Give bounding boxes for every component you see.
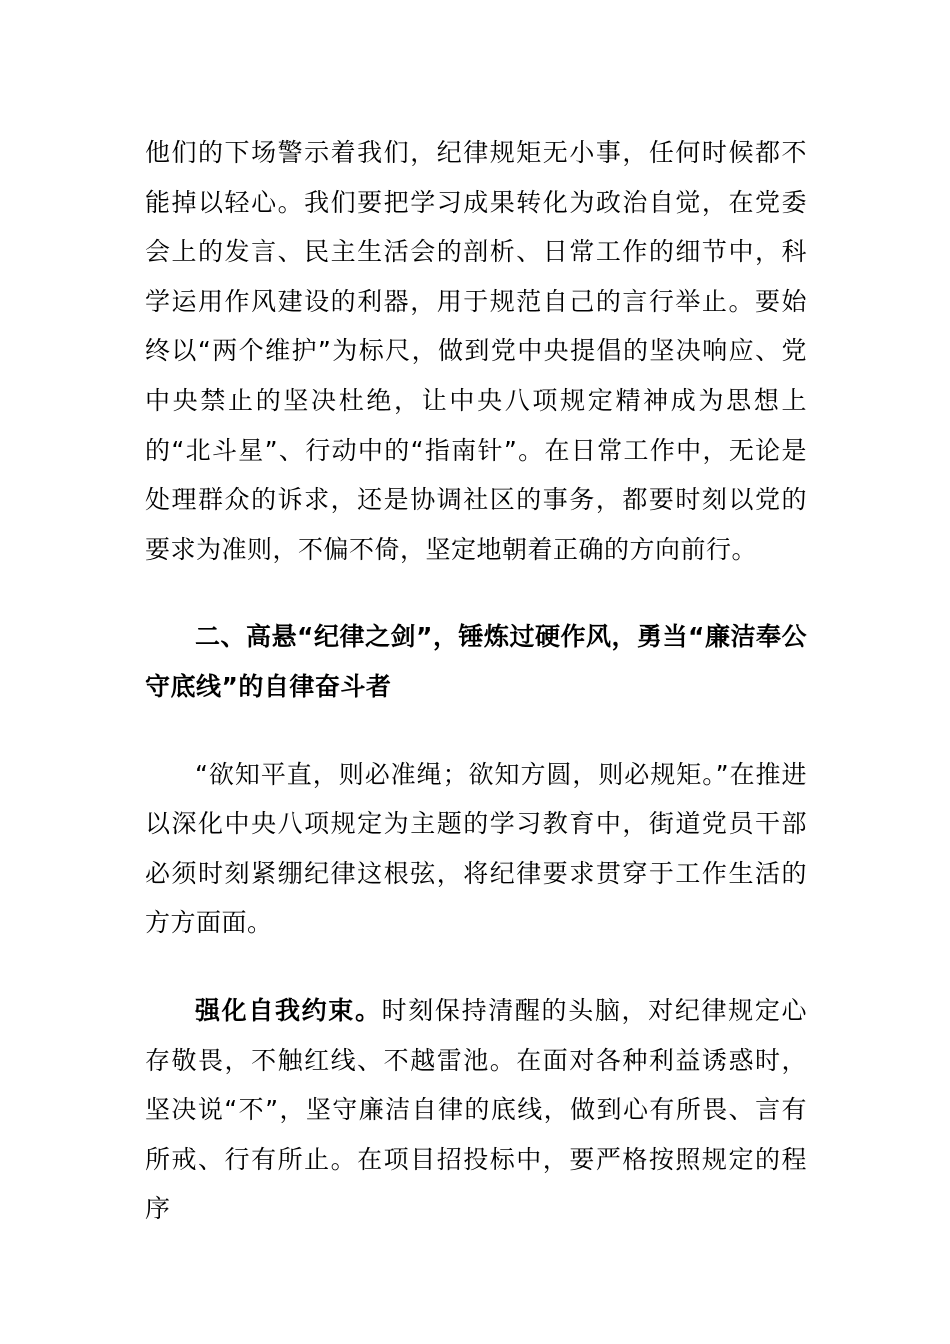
paragraph-spacer xyxy=(145,574,807,612)
body-paragraph-1: 他们的下场警示着我们，纪律规矩无小事，任何时候都不能掉以轻心。我们要把学习成果转化为政治自觉，在党委会上的发言、民主生活会的剖析、日常工作的细节中，科学运用作风建设的利器，用于规范自己的言行举止。要始终以“两个维护”为标尺，做到党中央提倡的坚决响应、党中央禁止的坚决杜绝，让中央八项规定精神成为思想上的“北斗星”、行动中的“指南针”。在日常工作中，无论是处理群众的诉求，还是协调社区的事务，都要时刻以党的要求为准则，不偏不倚，坚定地朝着正确的方向前行。 xyxy=(145,138,807,564)
section-heading-2: 二、高悬“纪律之剑”，锤炼过硬作风，勇当“廉洁奉公守底线”的自律奋斗者 xyxy=(145,622,807,701)
body-paragraph-2: “欲知平直，则必准绳；欲知方圆，则必规矩。”在推进以深化中央八项规定为主题的学习教育中，街道党员干部必须时刻紧绷纪律这根弦，将纪律要求贯穿于工作生活的方方面面。 xyxy=(145,759,807,938)
paragraph-spacer xyxy=(145,712,807,750)
paragraph-lead-phrase: 强化自我约束。 xyxy=(195,995,382,1025)
paragraph-body-text: 时刻保持清醒的头脑，对纪律规定心存敬畏，不触红线、不越雷池。在面对各种利益诱惑时，坚决说“不”，坚守廉洁自律的底线，做到心有所畏、言有所戒、行有所止。在项目招投标中，要严格按照规定的程序 xyxy=(145,995,807,1224)
paragraph-spacer xyxy=(145,948,807,986)
document-page xyxy=(145,128,807,1234)
body-paragraph-3 xyxy=(145,986,807,1234)
